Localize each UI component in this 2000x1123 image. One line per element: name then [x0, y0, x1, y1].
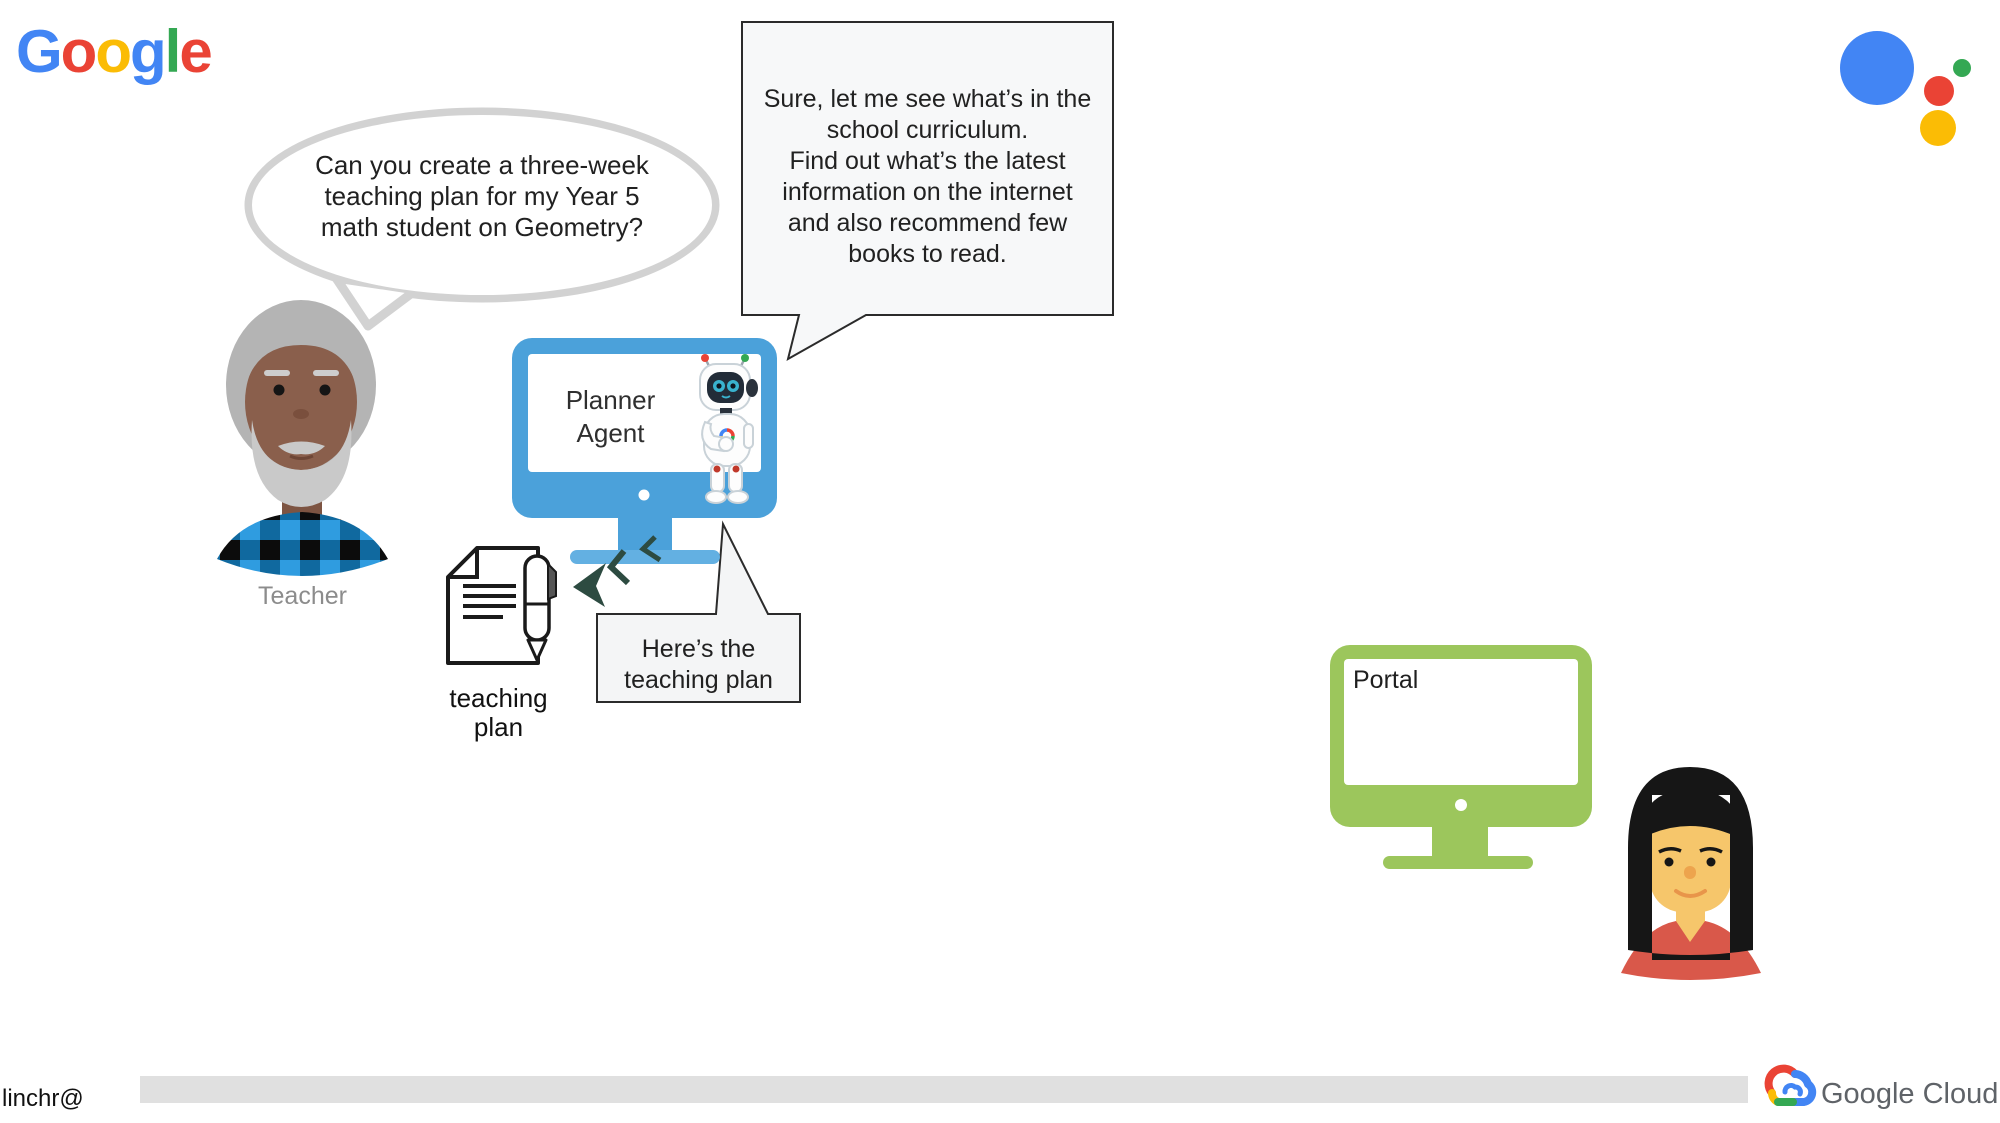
pen-clip [548, 564, 556, 599]
bubble-line: Can you create a three-week [315, 150, 649, 180]
bubble-line: Find out what’s the latest [789, 147, 1066, 175]
bubble-line: Sure, let me see what’s in the [763, 85, 1092, 113]
monitor-dot [639, 490, 650, 501]
logo-letter: G [16, 18, 61, 85]
pen-body [525, 556, 549, 640]
document-pen-icon [448, 548, 556, 663]
bubble-line: teaching plan for my Year 5 [324, 181, 640, 211]
label-line: teaching [449, 683, 548, 713]
assistant-red-circle [1924, 76, 1954, 106]
label-line: Planner [565, 385, 656, 415]
bubble-line: and also recommend few [787, 209, 1068, 237]
assistant-blue-circle [1840, 31, 1914, 105]
label-line: Agent [576, 418, 645, 448]
bubble-line: math student on Geometry? [320, 212, 644, 242]
teaching-plan-label [426, 684, 571, 742]
robot-antenna-green [741, 354, 749, 362]
bubble-line: teaching plan [624, 666, 773, 694]
google-cloud-logo-icon [1769, 1069, 1813, 1102]
monitor-base [1383, 856, 1533, 869]
username-text: linchr@ [2, 1085, 84, 1112]
google-assistant-logo-icon [1840, 31, 1971, 146]
teacher-avatar [217, 300, 388, 576]
teacher-label: Teacher [258, 582, 347, 610]
logo-letter: l [164, 18, 180, 85]
label-line: plan [473, 712, 524, 742]
assistant-green-circle [1953, 59, 1971, 77]
teacher-plaid-shirt [217, 512, 388, 576]
plan-bubble-text [597, 634, 800, 696]
monitor-stand [1432, 827, 1488, 859]
logo-letter: o [95, 18, 130, 85]
footer-progress-bar [140, 1076, 1748, 1103]
monitor-dot [1455, 799, 1467, 811]
logo-letter: g [129, 18, 165, 85]
teacher-bubble-text [292, 150, 672, 243]
chevron-arrows-icon [573, 537, 660, 607]
agent-bubble-text [742, 84, 1113, 270]
bubble-line: school curriculum. [826, 116, 1029, 144]
planner-agent-label [548, 384, 673, 450]
assistant-yellow-circle [1920, 110, 1956, 146]
portal-label: Portal [1353, 666, 1419, 694]
logo-letter: e [179, 18, 211, 85]
google-cloud-brand-text: Google Cloud [1821, 1078, 1999, 1110]
bubble-line: Here’s the [641, 635, 756, 663]
bubble-line: information on the internet [782, 178, 1073, 206]
google-logo [16, 20, 211, 84]
student-avatar [1621, 767, 1761, 980]
bubble-line: books to read. [848, 240, 1007, 268]
robot-antenna-red [701, 354, 709, 362]
logo-letter: o [60, 18, 96, 85]
